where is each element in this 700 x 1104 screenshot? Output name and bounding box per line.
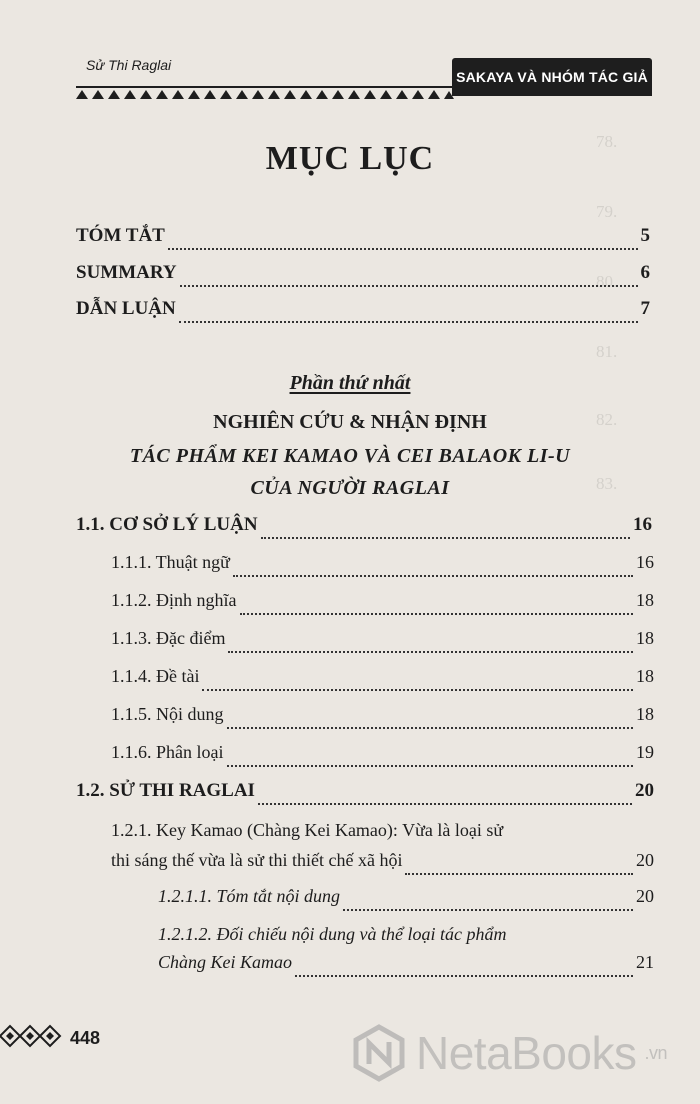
toc-entry-page: 18 [636, 590, 654, 610]
page-number: 448 [70, 1028, 101, 1048]
toc-entry-page: 18 [636, 628, 654, 648]
watermark [350, 1024, 667, 1082]
toc-entry-page: 20 [636, 886, 654, 906]
toc-entry-label: 1.1.6. Phân loại [111, 742, 224, 762]
toc-entry-label: 1.1. CƠ SỞ LÝ LUẬN [76, 514, 258, 535]
toc-entry-page: 6 [640, 262, 650, 283]
footer-ornament-icon [0, 1016, 62, 1056]
toc-item-1-1-2[interactable] [0, 590, 700, 620]
toc-title: MỤC LỤC [265, 140, 435, 177]
dot-leader [261, 537, 630, 539]
toc-entry-label: Chàng Kei Kamao [158, 952, 293, 972]
ornamental-border [76, 86, 454, 100]
toc-entry-label: 1.2.1.1. Tóm tắt nội dung [158, 886, 341, 906]
dot-leader [227, 765, 634, 767]
toc-entry-page: 16 [636, 552, 654, 572]
toc-entry-label: 1.1.1. Thuật ngữ [111, 552, 230, 572]
toc-entry-dan-luan[interactable] [0, 298, 700, 328]
toc-entry-tom-tat[interactable] [0, 225, 700, 255]
toc-section-1-2[interactable] [0, 780, 700, 810]
part-subtitle: NGHIÊN CỨU & NHẬN ĐỊNH [213, 411, 487, 433]
toc-entry-label: 1.1.5. Nội dung [111, 704, 224, 724]
toc-entry-label: thi sáng thế vừa là sử thi thiết chế xã hội [111, 850, 403, 870]
dot-leader [258, 803, 632, 805]
toc-entry-page: 16 [633, 514, 652, 535]
toc-item-1-2-1-2-line-1[interactable]: 1.2.1.2. Đối chiếu nội dung và thể loại tác phẩm [158, 924, 507, 944]
toc-entry-page: 20 [636, 850, 654, 870]
toc-section-1-1[interactable] [0, 514, 700, 544]
toc-item-1-2-1-2[interactable] [0, 952, 700, 982]
dot-leader [240, 613, 634, 615]
toc-entry-page: 19 [636, 742, 654, 762]
toc-entry-page: 20 [635, 780, 654, 801]
toc-item-1-1-4[interactable] [0, 666, 700, 696]
toc-item-1-1-6[interactable] [0, 742, 700, 772]
toc-entry-page: 21 [636, 952, 654, 972]
dot-leader [168, 248, 638, 250]
toc-item-1-2-1-1[interactable] [0, 886, 700, 916]
dot-leader [202, 689, 633, 691]
running-header-title: Sử Thi Raglai [86, 57, 172, 73]
toc-item-1-2-1[interactable] [0, 850, 700, 880]
toc-entry-label: DẪN LUẬN [76, 298, 176, 319]
running-header-authors: SAKAYA VÀ NHÓM TÁC GIẢ [452, 58, 652, 96]
dot-leader [228, 651, 633, 653]
toc-item-1-1-5[interactable] [0, 704, 700, 734]
toc-entry-page: 7 [640, 298, 650, 319]
toc-entry-summary[interactable] [0, 262, 700, 292]
dot-leader [295, 975, 633, 977]
toc-entry-label: 1.2. SỬ THI RAGLAI [76, 780, 255, 801]
toc-entry-label: 1.1.2. Định nghĩa [111, 590, 237, 610]
dot-leader [343, 909, 633, 911]
dot-leader [180, 285, 638, 287]
dot-leader [179, 321, 638, 323]
toc-entry-label: TÓM TẮT [76, 225, 165, 246]
toc-entry-label: SUMMARY [76, 262, 177, 283]
toc-item-1-2-1-line-1[interactable]: 1.2.1. Key Kamao (Chàng Kei Kamao): Vừa là loại sử [111, 820, 504, 840]
toc-entry-page: 18 [636, 666, 654, 686]
part-work-line-1: TÁC PHẨM KEI KAMAO VÀ CEI BALAOK LI-U [129, 445, 571, 467]
toc-item-1-1-3[interactable] [0, 628, 700, 658]
toc-item-1-1-1[interactable] [0, 552, 700, 582]
watermark-brand: NetaBooks [416, 1027, 637, 1079]
part-work-line-2: CỦA NGƯỜI RAGLAI [250, 477, 450, 499]
dot-leader [233, 575, 633, 577]
toc-entry-page: 5 [640, 225, 650, 246]
dot-leader [405, 873, 633, 875]
toc-entry-label: 1.1.4. Đề tài [111, 666, 200, 686]
watermark-domain: .vn [644, 1042, 668, 1063]
netabooks-logo-icon [350, 1024, 408, 1082]
toc-entry-label: 1.1.3. Đặc điểm [111, 628, 226, 648]
part-heading: Phần thứ nhất [289, 372, 411, 394]
toc-entry-page: 18 [636, 704, 654, 724]
dot-leader [227, 727, 634, 729]
